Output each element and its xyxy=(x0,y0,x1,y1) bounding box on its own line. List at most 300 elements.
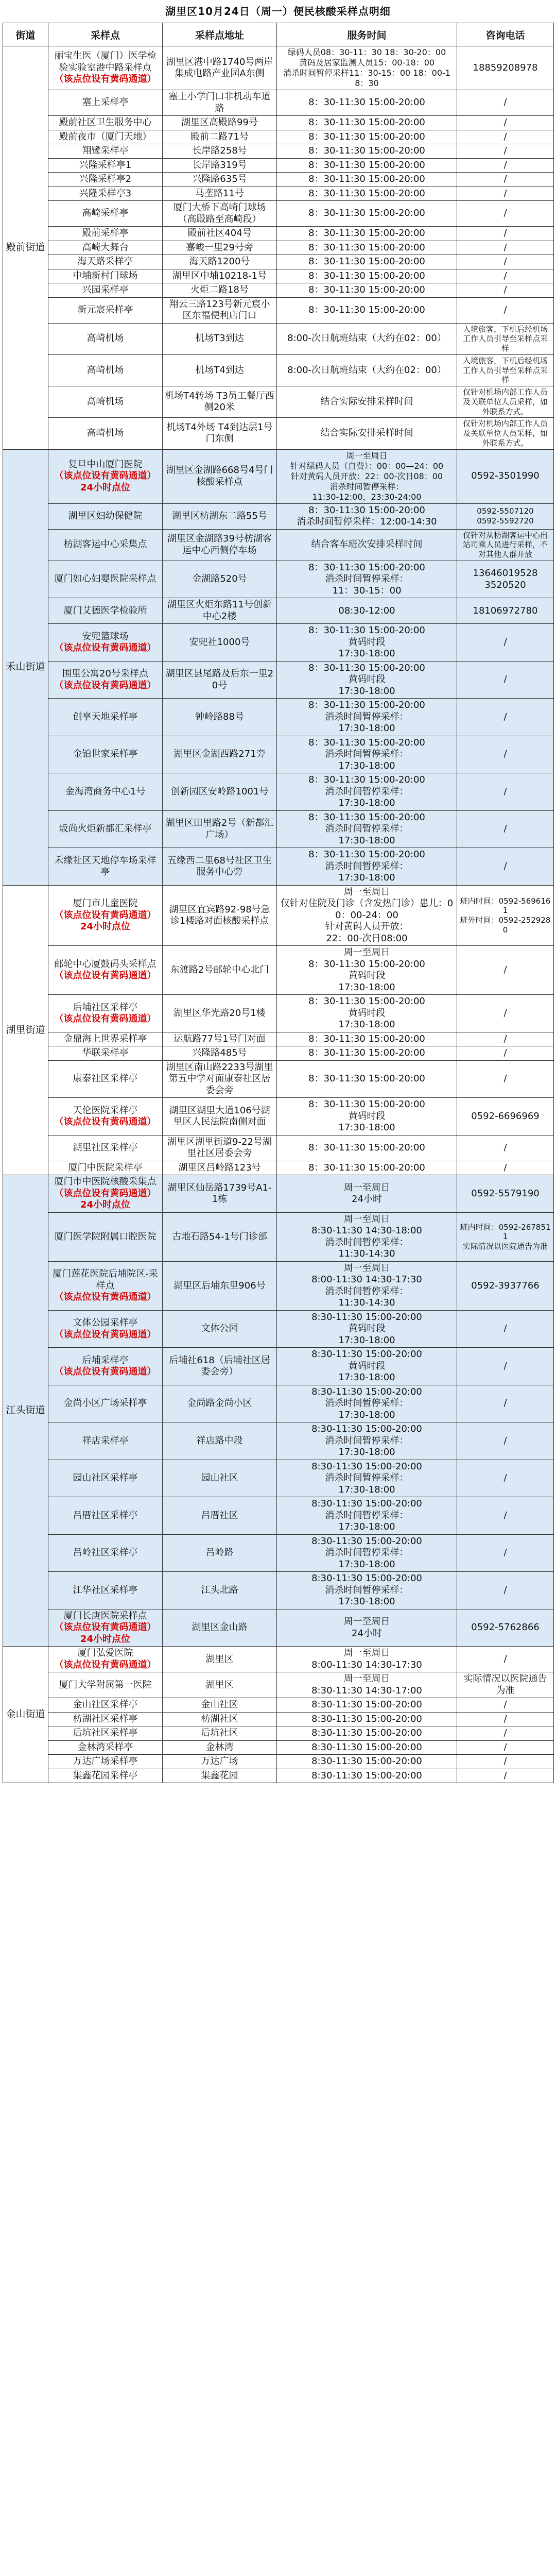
hours-cell: 8：30-11:30 15:00-20:00 xyxy=(277,283,457,298)
table-row xyxy=(3,1261,554,1310)
hours-cell: 结合实际安排采样时间 xyxy=(277,418,457,449)
hours-cell: 结合实际安排采样时间 xyxy=(277,386,457,418)
site-cell xyxy=(48,1460,163,1497)
site-cell xyxy=(48,946,163,995)
table-row xyxy=(3,1769,554,1783)
phone-cell: / xyxy=(457,241,554,255)
hours-cell: 8：30-11:30 15:00-20:00 消杀时间暂停采样： 17:30-18:00 xyxy=(277,810,457,848)
table-row xyxy=(3,810,554,848)
phone-cell: / xyxy=(457,1534,554,1572)
site-name: 厦门医学院附属口腔医院 xyxy=(54,1231,157,1242)
address-cell: 湖里区枋湖东二路55号 xyxy=(163,503,277,529)
table-row xyxy=(3,598,554,624)
phone-cell: / xyxy=(457,773,554,811)
table-row xyxy=(3,529,554,561)
header-street: 街道 xyxy=(3,23,48,46)
site-name: 高崎机场 xyxy=(86,333,124,344)
site-cell xyxy=(48,1698,163,1713)
site-cell xyxy=(48,323,163,354)
site-name: 金山社区采样亭 xyxy=(73,1699,138,1710)
header-address: 采样点地址 xyxy=(163,23,277,46)
hours-cell: 8:30-11:30 15:00-20:00 xyxy=(277,1755,457,1769)
site-name: 园山社区采样亭 xyxy=(73,1472,138,1484)
site-name: 集鑫花园采样亭 xyxy=(73,1770,138,1781)
phone-cell: / xyxy=(457,661,554,699)
street-cell: 江头街道 xyxy=(3,1175,48,1647)
hours-cell: 结合客车班次安排采样时间 xyxy=(277,529,457,561)
address-cell: 嘉峻一里29号旁 xyxy=(163,241,277,255)
address-cell: 吕岭路 xyxy=(163,1534,277,1572)
phone-cell: 仅针对机场内部工作人员及关联单位人员采样，如外联系方式。 xyxy=(457,386,554,418)
table-row xyxy=(3,269,554,283)
table-row xyxy=(3,1348,554,1385)
site-cell xyxy=(48,1712,163,1726)
site-cell xyxy=(48,1060,163,1098)
site-cell xyxy=(48,1348,163,1385)
phone-cell: / xyxy=(457,1161,554,1175)
site-cell xyxy=(48,354,163,386)
hours-cell: 8:30-11:30 15:00-20:00 xyxy=(277,1698,457,1713)
phone-cell: / xyxy=(457,1135,554,1161)
address-cell: 马垄路11号 xyxy=(163,187,277,201)
hours-cell: 8:30-11:30 15:00-20:00 消杀时间暂停采样： 17:30-18:00 xyxy=(277,1534,457,1572)
yellow-code-note: （该点位设有黄码通道） 24小时点位 xyxy=(54,909,157,933)
site-name: 金尚小区广场采样亭 xyxy=(63,1398,147,1409)
address-cell: 园山社区 xyxy=(163,1460,277,1497)
hours-cell: 8：30-11:30 15:00-20:00 xyxy=(277,158,457,173)
address-cell: 湖里区港中路1740号两岸集成电路产业园A东侧 xyxy=(163,46,277,90)
site-name: 高崎机场 xyxy=(86,428,124,439)
site-cell xyxy=(48,227,163,241)
address-cell: 后坑社区 xyxy=(163,1726,277,1741)
site-name: 吕厝社区采样亭 xyxy=(73,1510,138,1521)
phone-cell: / xyxy=(457,1460,554,1497)
table-row xyxy=(3,624,554,662)
address-cell: 机场T4到达 xyxy=(163,354,277,386)
table-row xyxy=(3,227,554,241)
phone-cell: 0592-5762866 xyxy=(457,1609,554,1647)
phone-cell: / xyxy=(457,736,554,773)
phone-cell: / xyxy=(457,1385,554,1422)
hours-cell: 8:30-11:30 15:00-20:00 黄码时段 17:30-18:00 xyxy=(277,1310,457,1348)
site-cell xyxy=(48,130,163,144)
address-cell: 兴隆路485号 xyxy=(163,1046,277,1061)
site-name: 江华社区采样亭 xyxy=(73,1584,138,1596)
site-name: 湖里区妇幼保健院 xyxy=(68,510,143,521)
phone-cell: / xyxy=(457,1046,554,1061)
hours-cell: 8：30-11:30 15:00-20:00 消杀时间暂停采样： 17:30-18:00 xyxy=(277,699,457,736)
site-name: 文体公园采样亭 xyxy=(73,1317,138,1328)
site-cell xyxy=(48,1534,163,1572)
site-cell xyxy=(48,46,163,90)
address-cell: 吕厝社区 xyxy=(163,1497,277,1535)
hours-cell: 8：30-11:30 15:00-20:00 消杀时间暂停采样：12:00-14:30 xyxy=(277,503,457,529)
site-name: 厦门弘爱医院 xyxy=(77,1648,133,1659)
hours-cell: 周一至周日 仅针对住院及门诊（含发热门诊）患儿：00：00-24：00 针对黄码人员开放： 22：00-次日08:00 xyxy=(277,885,457,946)
site-name: 殿前社区卫生服务中心 xyxy=(59,117,152,128)
address-cell: 万达广场 xyxy=(163,1755,277,1769)
site-name: 围里公寓20号采样点 xyxy=(62,668,148,679)
site-name: 厦门如心妇婴医院采样点 xyxy=(54,573,157,585)
site-name: 兴隆采样亭3 xyxy=(79,188,132,199)
site-name: 殿前夜市（厦门天地） xyxy=(59,131,152,142)
site-name: 丽宝生医（厦门）医学检验实验室港中路采样点 xyxy=(54,50,157,73)
site-name: 兴园采样亭 xyxy=(82,284,129,295)
address-cell: 金林湾 xyxy=(163,1740,277,1755)
yellow-code-note: （该点位设有黄码通道） xyxy=(54,642,157,653)
table-row xyxy=(3,1310,554,1348)
hours-cell: 8：30-11:30 15:00-20:00 xyxy=(277,173,457,187)
site-name: 殿前采样亭 xyxy=(82,228,129,239)
site-cell xyxy=(48,187,163,201)
hours-cell: 8：30-11:30 15:00-20:00 消杀时间暂停采样： 11：30-15：00 xyxy=(277,561,457,598)
phone-cell: / xyxy=(457,283,554,298)
site-name: 康泰社区采样亭 xyxy=(73,1073,138,1084)
table-row xyxy=(3,1497,554,1535)
site-cell xyxy=(48,561,163,598)
address-cell: 长岸路319号 xyxy=(163,158,277,173)
address-cell: 机场T4转场 T3员工餐厅西侧20米 xyxy=(163,386,277,418)
site-name: 海天路采样亭 xyxy=(77,256,133,267)
address-cell: 文体公园 xyxy=(163,1310,277,1348)
site-name: 兴隆采样亭2 xyxy=(79,174,132,184)
phone-cell: 0592-5507120 0592-5592720 xyxy=(457,503,554,529)
site-cell xyxy=(48,1572,163,1609)
street-cell: 禾山街道 xyxy=(3,449,48,885)
hours-cell: 8：30-11:30 15:00-20:00 xyxy=(277,116,457,130)
table-row xyxy=(3,1135,554,1161)
address-cell: 五缘西二里68号社区卫生服务中心旁 xyxy=(163,848,277,886)
site-cell xyxy=(48,269,163,283)
site-name: 枋湖社区采样亭 xyxy=(73,1713,138,1724)
phone-cell: / xyxy=(457,1422,554,1460)
hours-cell: 8：30-11:30 15:00-20:00 黄码时段 17:30-18:00 xyxy=(277,995,457,1032)
site-name: 湖里社区采样亭 xyxy=(73,1142,138,1153)
address-cell: 祥店路中段 xyxy=(163,1422,277,1460)
address-cell: 金湖路520号 xyxy=(163,561,277,598)
street-cell: 金山街道 xyxy=(3,1647,48,1783)
address-cell: 湖里区金湖西路271旁 xyxy=(163,736,277,773)
site-cell xyxy=(48,699,163,736)
address-cell: 机场T4外场 T4到达层1号门东侧 xyxy=(163,418,277,449)
table-row xyxy=(3,736,554,773)
phone-cell: / xyxy=(457,116,554,130)
phone-cell: 入境旅客，下机后经机场工作人员引导至采样点采样 xyxy=(457,354,554,386)
hours-cell: 绿码人员08：30-11：30 18：30-20：00 黄码及居家监测人员15：00-18：00 消杀时间暂停采样11：30-15：00 18：00-18：30 xyxy=(277,46,457,90)
site-cell xyxy=(48,1726,163,1741)
address-cell: 湖里区 xyxy=(163,1647,277,1672)
phone-cell: 18859208978 xyxy=(457,46,554,90)
phone-cell: / xyxy=(457,144,554,159)
address-cell: 湖里区中埔10218-1号 xyxy=(163,269,277,283)
site-cell xyxy=(48,661,163,699)
site-cell xyxy=(48,297,163,323)
address-cell: 湖里区湖里街道9-22号湖里社区居委会旁 xyxy=(163,1135,277,1161)
hours-cell: 8:30-11:30 15:00-20:00 消杀时间暂停采样： 17:30-18:00 xyxy=(277,1460,457,1497)
header-site: 采样点 xyxy=(48,23,163,46)
hours-cell: 8：30-11:30 15:00-20:00 xyxy=(277,130,457,144)
phone-cell: / xyxy=(457,227,554,241)
address-cell: 古地石路54-1号门诊部 xyxy=(163,1212,277,1261)
table-row xyxy=(3,1755,554,1769)
site-name: 祥店采样亭 xyxy=(82,1435,129,1446)
site-cell xyxy=(48,386,163,418)
site-cell xyxy=(48,1261,163,1310)
table-row xyxy=(3,1212,554,1261)
site-name: 新元宸采样亭 xyxy=(77,304,133,315)
phone-cell: / xyxy=(457,1726,554,1741)
address-cell: 后埔社618（后埔社区居委会旁） xyxy=(163,1348,277,1385)
hours-cell: 8:30-11:30 15:00-20:00 消杀时间暂停采样： 17:30-18:00 xyxy=(277,1385,457,1422)
page-title: 湖里区10月24日（周一）便民核酸采样点明细 xyxy=(165,5,391,18)
address-cell: 湖里区吕岭路123号 xyxy=(163,1161,277,1175)
phone-cell: / xyxy=(457,1310,554,1348)
address-cell: 枋湖社区 xyxy=(163,1712,277,1726)
table-row xyxy=(3,173,554,187)
site-name: 高崎大舞台 xyxy=(82,242,129,253)
address-cell: 湖里区后埔东里906号 xyxy=(163,1261,277,1310)
hours-cell: 8：30-11:30 15:00-20:00 黄码时段 17:30-18:00 xyxy=(277,661,457,699)
address-cell: 殿前社区404号 xyxy=(163,227,277,241)
phone-cell: / xyxy=(457,1647,554,1672)
table-row xyxy=(3,1740,554,1755)
table-row xyxy=(3,297,554,323)
table-row xyxy=(3,1712,554,1726)
hours-cell: 8:30-11:30 15:00-20:00 消杀时间暂停采样： 17:30-18:00 xyxy=(277,1422,457,1460)
hours-cell: 8:30-11:30 15:00-20:00 xyxy=(277,1726,457,1741)
table-row xyxy=(3,848,554,886)
hours-cell: 8:00-次日航班结束（大约在02：00） xyxy=(277,323,457,354)
address-cell: 殿前二路71号 xyxy=(163,130,277,144)
hours-cell: 8：30-11:30 15:00-20:00 消杀时间暂停采样： 17:30-18:00 xyxy=(277,848,457,886)
table-row xyxy=(3,418,554,449)
phone-cell: 13646019528 3520520 xyxy=(457,561,554,598)
site-cell xyxy=(48,1672,163,1698)
hours-cell: 周一至周日 8:00-11:30 14:30-17:30 消杀时间暂停采样： 11:30-14:30 xyxy=(277,1261,457,1310)
address-cell: 厦门大桥下高崎门球场（高殿路至高崎段） xyxy=(163,201,277,227)
site-name: 高崎机场 xyxy=(86,396,124,407)
site-name: 金铂世家采样亭 xyxy=(73,749,138,760)
site-name: 厦门中医院采样亭 xyxy=(68,1162,143,1173)
table-row xyxy=(3,90,554,116)
phone-cell: 实际情况以医院通告为准 xyxy=(457,1672,554,1698)
site-name: 兴隆采样亭1 xyxy=(79,159,132,171)
hours-cell: 周一至周日 8：30-11:30 15:00-20:00 黄码时段 17:30-18:00 xyxy=(277,946,457,995)
phone-cell: 0592-3501990 xyxy=(457,449,554,503)
table-row xyxy=(3,1175,554,1213)
table-row xyxy=(3,1460,554,1497)
address-cell: 塞上小学门口非机动车道路 xyxy=(163,90,277,116)
phone-cell: / xyxy=(457,173,554,187)
site-cell xyxy=(48,1740,163,1755)
hours-cell: 8：30-11:30 15:00-20:00 黄码时段 17:30-18:00 xyxy=(277,624,457,662)
street-cell: 殿前街道 xyxy=(3,46,48,450)
phone-cell: / xyxy=(457,810,554,848)
site-cell xyxy=(48,201,163,227)
address-cell: 钟岭路88号 xyxy=(163,699,277,736)
address-cell: 湖里区金湖路668号4号门核酸采样点 xyxy=(163,449,277,503)
site-cell xyxy=(48,624,163,662)
site-cell xyxy=(48,1098,163,1136)
hours-cell: 8：30-11:30 15:00-20:00 xyxy=(277,201,457,227)
site-cell xyxy=(48,283,163,298)
address-cell: 兴隆路635号 xyxy=(163,173,277,187)
phone-cell: / xyxy=(457,269,554,283)
site-cell xyxy=(48,1161,163,1175)
hours-cell: 周一至周日 8:00-11:30 14:30-17:30 xyxy=(277,1647,457,1672)
site-cell xyxy=(48,1755,163,1769)
site-name: 金林湾采样亭 xyxy=(77,1741,133,1753)
site-name: 厦门市儿童医院 xyxy=(73,898,138,909)
yellow-code-note: （该点位设有黄码通道） xyxy=(54,680,157,691)
table-row xyxy=(3,1032,554,1046)
address-cell: 湖里区高殿路99号 xyxy=(163,116,277,130)
address-cell: 湖里区 xyxy=(163,1672,277,1698)
site-cell xyxy=(48,116,163,130)
yellow-code-note: （该点位设有黄码通道） 24小时点位 xyxy=(54,1188,157,1211)
table-row xyxy=(3,1385,554,1422)
hours-cell: 周一至周日 针对绿码人员（自费）：00：00—24：00 针对黄码人员开放：22：00-次日08：00 消杀时间暂停采样： 11:30-12:00，23:30-24:00 xyxy=(277,449,457,503)
hours-cell: 8：30-11:30 15:00-20:00 xyxy=(277,144,457,159)
site-cell xyxy=(48,1175,163,1213)
hours-cell: 周一至周日 8:30-11:30 14:30-17:00 xyxy=(277,1672,457,1698)
site-cell xyxy=(48,1497,163,1535)
phone-cell: 班内时间：0592-5696161 班外时间：0592-2529280 xyxy=(457,885,554,946)
hours-cell: 周一至周日 24小时 xyxy=(277,1175,457,1213)
site-cell xyxy=(48,598,163,624)
table-row xyxy=(3,946,554,995)
hours-cell: 8:00-次日航班结束（大约在02：00） xyxy=(277,354,457,386)
site-name: 坂尚火炬新都汇采样亭 xyxy=(59,823,152,835)
phone-cell: / xyxy=(457,187,554,201)
table-row xyxy=(3,1647,554,1672)
phone-cell: / xyxy=(457,1698,554,1713)
hours-cell: 8：30-11:30 15:00-20:00 黄码时段 17:30-18:00 xyxy=(277,1098,457,1136)
site-name: 后坑社区采样亭 xyxy=(73,1727,138,1739)
phone-cell: / xyxy=(457,848,554,886)
yellow-code-note: （该点位设有黄码通道） xyxy=(54,74,157,85)
hours-cell: 8：30-11:30 15:00-20:00 xyxy=(277,1060,457,1098)
site-name: 后埔社区采样亭 xyxy=(73,1002,138,1013)
phone-cell: 0592-3937766 xyxy=(457,1261,554,1310)
hours-cell: 8：30-11:30 15:00-20:00 xyxy=(277,297,457,323)
phone-cell: 0592-5579190 xyxy=(457,1175,554,1213)
site-name: 厦门莲花医院后埔院区-采样点 xyxy=(53,1268,158,1291)
site-name: 创享天地采样亭 xyxy=(73,711,138,722)
site-cell xyxy=(48,848,163,886)
table-row xyxy=(3,449,554,503)
phone-cell: / xyxy=(457,1769,554,1783)
table-row xyxy=(3,885,554,946)
address-cell: 火炬二路18号 xyxy=(163,283,277,298)
phone-cell: / xyxy=(457,1032,554,1046)
address-cell: 金尚路金尚小区 xyxy=(163,1385,277,1422)
phone-cell: 班内时间：0592-2678511 实际情况以医院通告为准 xyxy=(457,1212,554,1261)
table-header-row xyxy=(3,23,554,46)
site-name: 华联采样亭 xyxy=(82,1047,129,1059)
site-cell xyxy=(48,1609,163,1647)
address-cell: 长岸路258号 xyxy=(163,144,277,159)
site-cell xyxy=(48,995,163,1032)
site-name: 枋湖客运中心采集点 xyxy=(63,539,147,550)
phone-cell: / xyxy=(457,946,554,995)
table-body xyxy=(3,46,554,1783)
table-row xyxy=(3,323,554,354)
table-row xyxy=(3,661,554,699)
site-name: 高崎机场 xyxy=(86,364,124,376)
table-row xyxy=(3,354,554,386)
sampling-sites-table xyxy=(3,23,554,1783)
hours-cell: 8：30-11:30 15:00-20:00 xyxy=(277,1135,457,1161)
address-cell: 湖里区金湖路39号枋湖客运中心西侧停车场 xyxy=(163,529,277,561)
address-cell: 运航路77号1号门对面 xyxy=(163,1032,277,1046)
table-row xyxy=(3,187,554,201)
phone-cell: 仅针对机场内部工作人员及关联单位人员采样，如外联系方式。 xyxy=(457,418,554,449)
site-cell xyxy=(48,418,163,449)
hours-cell: 8：30-11:30 15:00-20:00 xyxy=(277,227,457,241)
address-cell: 东渡路2号邮轮中心北门 xyxy=(163,946,277,995)
site-name: 金鼎海上世界采样亭 xyxy=(63,1033,147,1044)
header-hours: 服务时间 xyxy=(277,23,457,46)
site-cell xyxy=(48,1212,163,1261)
phone-cell: 18106972780 xyxy=(457,598,554,624)
address-cell: 海天路1200号 xyxy=(163,255,277,269)
address-cell: 湖里区金山路 xyxy=(163,1609,277,1647)
table-row xyxy=(3,561,554,598)
table-row xyxy=(3,144,554,159)
address-cell: 翔云三路123号新元宸小区东福便利店门口 xyxy=(163,297,277,323)
site-cell xyxy=(48,1385,163,1422)
yellow-code-note: （该点位设有黄码通道） xyxy=(54,1292,157,1302)
hours-cell: 8：30-11:30 15:00-20:00 xyxy=(277,90,457,116)
table-row xyxy=(3,255,554,269)
address-cell: 湖里区南山路2233号湖里第五中学对面康泰社区居委会旁 xyxy=(163,1060,277,1098)
hours-cell: 8:30-11:30 15:00-20:00 消杀时间暂停采样： 17:30-18:00 xyxy=(277,1572,457,1609)
yellow-code-note: （该点位设有黄码通道） xyxy=(54,1329,157,1340)
street-cell: 湖里街道 xyxy=(3,885,48,1175)
site-name: 万达广场采样亭 xyxy=(73,1756,138,1767)
address-cell: 湖里区华光路20号1楼 xyxy=(163,995,277,1032)
site-name: 厦门长庚医院采样点 xyxy=(63,1610,147,1621)
hours-cell: 8：30-11:30 15:00-20:00 xyxy=(277,255,457,269)
address-cell: 湖里区县尾路及后东一里20号 xyxy=(163,661,277,699)
table-row xyxy=(3,130,554,144)
phone-cell: / xyxy=(457,201,554,227)
table-row xyxy=(3,158,554,173)
site-cell xyxy=(48,173,163,187)
yellow-code-note: （该点位设有黄码通道） xyxy=(54,1366,157,1377)
header-phone: 咨询电话 xyxy=(457,23,554,46)
address-cell: 安兜社1000号 xyxy=(163,624,277,662)
site-name: 禾缘社区天地停车场采样亭 xyxy=(54,855,157,877)
phone-cell: / xyxy=(457,1497,554,1535)
site-cell xyxy=(48,885,163,946)
phone-cell: / xyxy=(457,1712,554,1726)
phone-cell: / xyxy=(457,995,554,1032)
table-row xyxy=(3,1161,554,1175)
hours-cell: 8：30-11:30 15:00-20:00 消杀时间暂停采样： 17:30-18:00 xyxy=(277,736,457,773)
address-cell: 湖里区仙岳路1739号A1-1栋 xyxy=(163,1175,277,1213)
site-name: 翔鹭采样亭 xyxy=(82,145,129,156)
phone-cell: 0592-6696969 xyxy=(457,1098,554,1136)
site-cell xyxy=(48,255,163,269)
site-cell xyxy=(48,503,163,529)
table-row xyxy=(3,1572,554,1609)
phone-cell: / xyxy=(457,255,554,269)
yellow-code-note: （该点位设有黄码通道） xyxy=(54,970,157,981)
site-cell xyxy=(48,529,163,561)
hours-cell: 8:30-11:30 15:00-20:00 黄码时段 17:30-18:00 xyxy=(277,1348,457,1385)
